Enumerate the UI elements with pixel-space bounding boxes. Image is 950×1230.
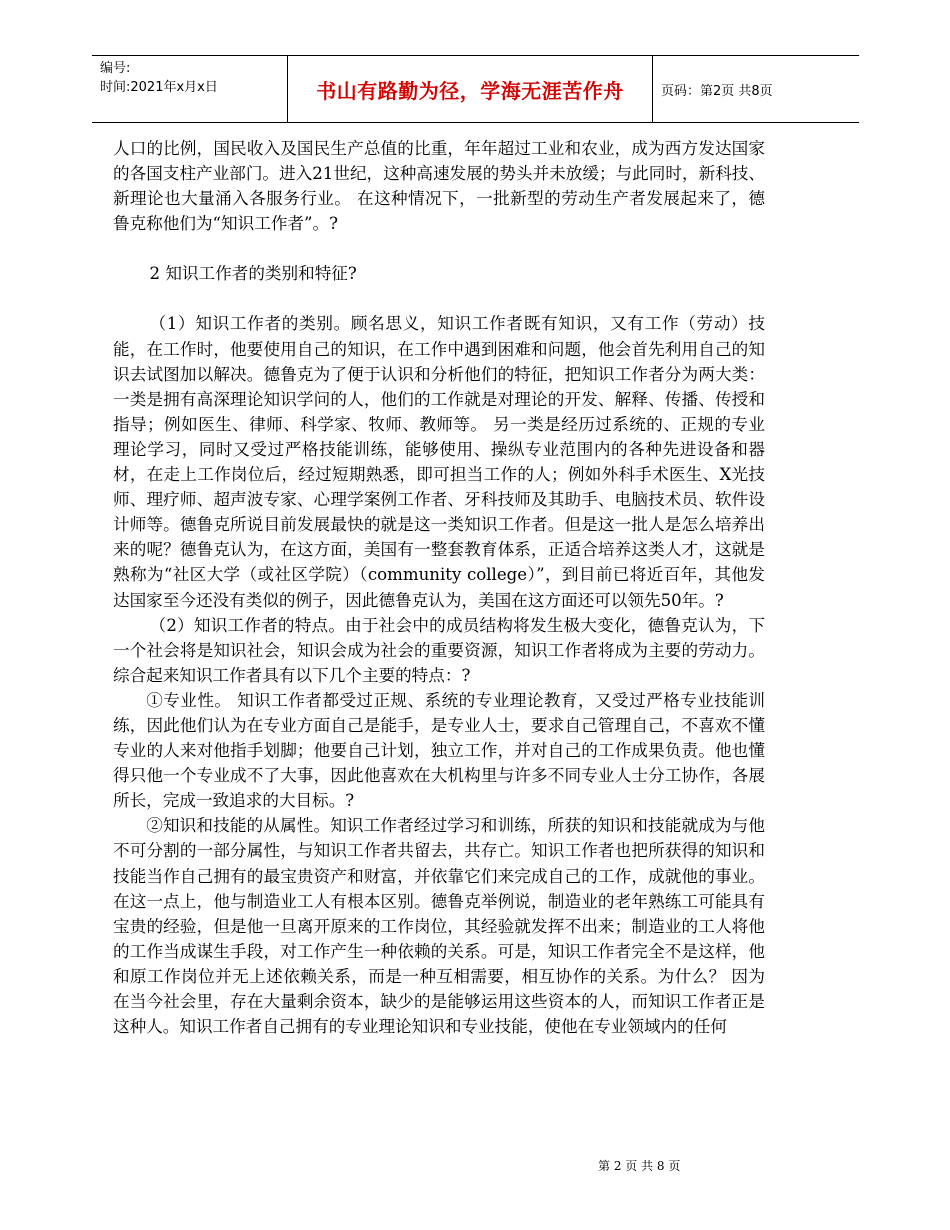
paragraph-intro: 人口的比例，国民收入及国民生产总值的比重，年年超过工业和农业，成为西方发达国家的各国支柱产业部门。进入21世纪，这种高速发展的势头并未放缓；与此同时，新科技、新理论也大量涌入各服务行业。 在这种情况下，一批新型的劳动生产者发展起来了，德鲁克称他们为“知识工作者”。? <box>113 139 765 234</box>
paragraph-professionalism: ①专业性。 知识工作者都受过正规、系统的专业理论教育，又受过严格专业技能训练，因此他们认为在专业方面自己是能手，是专业人士，要求自己管理自己，不喜欢不懂专业的人来对他指手划脚；他要自己计划，独立工作，并对自己的工作成果负责。他也懂得只他一个专业成不了大事，因此他喜欢在大机构里与许多不同专业人士分工协作，各展所长，完成一致追求的大目标。? <box>113 690 765 811</box>
document-body <box>113 136 765 1039</box>
paragraph-categories: （1）知识工作者的类别。顾名思义，知识工作者既有知识，又有工作（劳动）技能，在工作时，他要使用自己的知识，在工作中遇到困难和问题，他会首先利用自己的知识去试图加以解决。德鲁克为了便于认识和分析他们的特征，把知识工作者分为两大类：一类是拥有高深理论知识学问的人，他们的工作就是对理论的开发、解释、传播、传授和指导；例如医生、律师、科学家、牧师、教师等。 另一类是经历过系统的、正规的专业理论学习，同时又受过严格技能训练，能够使用、操纵专业范围内的各种先进设备和器材，在走上工作岗位后，经过短期熟悉，即可担当工作的人；例如外科手术医生、X光技师、理疗师、超声波专家、心理学案例工作者、牙科技师及其助手、电脑技术员、软件设计师等。德鲁克所说目前发展最快的就是这一类知识工作者。但是这一批人是怎么培养出来的呢？德鲁克认为，在这方面，美国有一整套教育体系，正适合培养这类人才，这就是熟称为“社区大学（或社区学院）（community college）”，到目前已将近百年，其他发达国家至今还没有类似的例子，因此德鲁克认为，美国在这方面还可以领先50年。? <box>113 314 765 610</box>
page-header <box>92 55 859 123</box>
section-heading: 2 知识工作者的类别和特征? <box>149 264 357 284</box>
header-motto: 书山有路勤为径，学海无涯苦作舟 <box>287 56 653 122</box>
paragraph-characteristics: （2）知识工作者的特点。由于社会中的成员结构将发生极大变化，德鲁克认为，下一个社会将是知识社会，知识会成为社会的重要资源，知识工作者将成为主要的劳动力。综合起来知识工作者具有以下几个主要的特点：? <box>113 615 765 685</box>
header-page-label: 页码：第2页 共8页 <box>661 83 773 99</box>
document-time-label: 时间:2021年x月x日 <box>100 80 218 95</box>
page-footer: 第 2 页 共 8 页 <box>598 1159 681 1173</box>
document-number-label: 编号: <box>100 61 131 76</box>
paragraph-dependency: ②知识和技能的从属性。知识工作者经过学习和训练，所获的知识和技能就成为与他不可分割的一部分属性，与知识工作者共留去，共存亡。知识工作者也把所获得的知识和技能当作自己拥有的最宝贵资产和财富，并依靠它们来完成自己的工作，成就他的事业。在这一点上，他与制造业工人有根本区别。德鲁克举例说，制造业的老年熟练工可能具有宝贵的经验，但是他一旦离开原来的工作岗位，其经验就发挥不出来；制造业的工人将他的工作当成谋生手段，对工作产生一种依赖的关系。可是，知识工作者完全不是这样，他和原工作岗位并无上述依赖关系，而是一种互相需要，相互协作的关系。为什么？ 因为在当今社会里，存在大量剩余资本，缺少的是能够运用这些资本的人，而知识工作者正是这种人。知识工作者自己拥有的专业理论知识和专业技能，使他在专业领域内的任何 <box>113 816 765 1037</box>
header-meta <box>92 56 287 122</box>
